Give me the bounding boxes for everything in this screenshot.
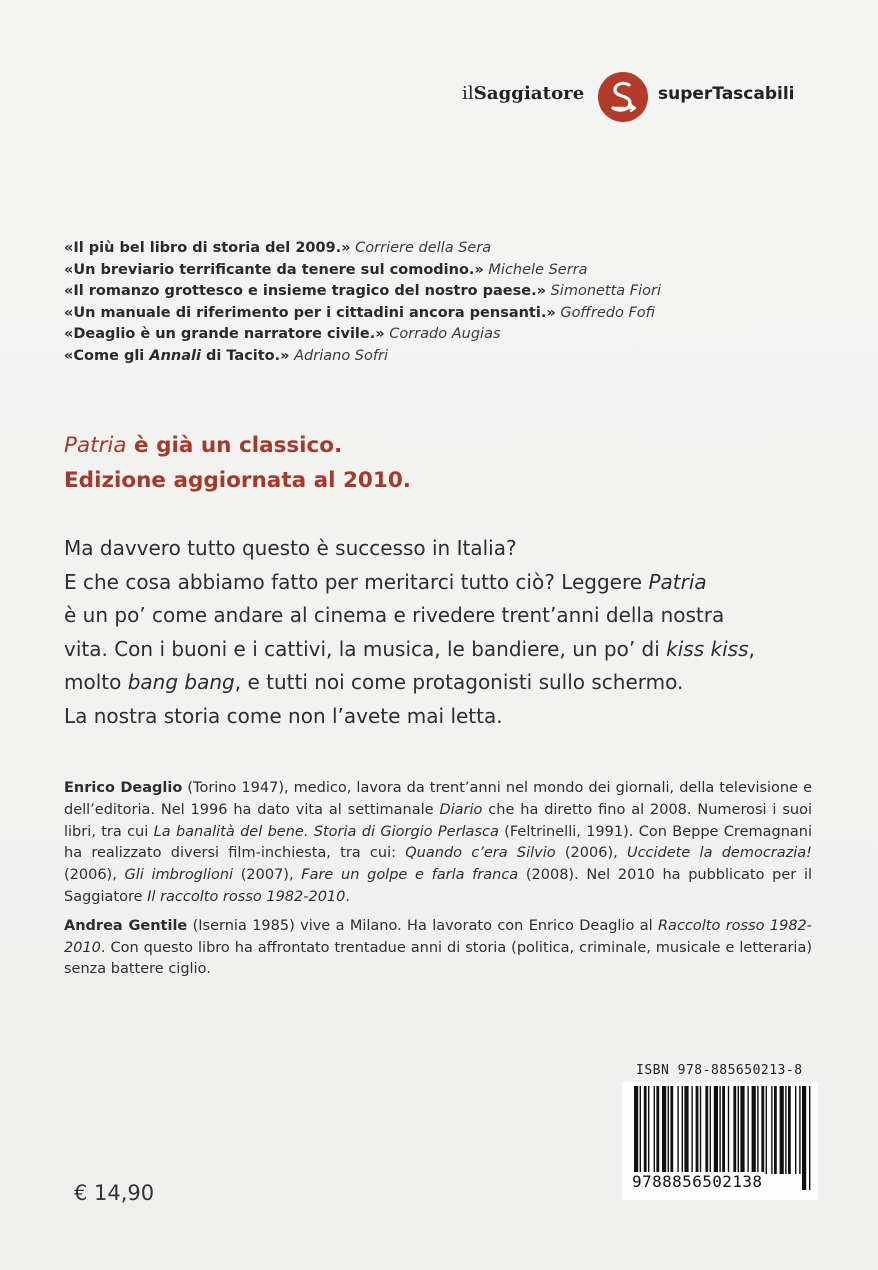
barcode-bar — [662, 1086, 666, 1174]
quote-item: «Come gli Annali di Tacito.» Adriano Sofri — [64, 347, 388, 364]
blurb-line: E che cosa abbiamo fatto per meritarci tutto ciò? Leggere Patria — [64, 569, 707, 594]
barcode-bar — [799, 1086, 800, 1174]
quote-item: «Un manuale di riferimento per i cittadini ancora pensanti.» Goffredo Fofi — [64, 304, 656, 321]
barcode-bar — [780, 1086, 784, 1174]
barcode-bar — [700, 1086, 701, 1174]
saggiatore-s-logo-icon — [598, 72, 648, 122]
author-bios — [64, 778, 812, 988]
barcode-digits: 9788856502138 — [632, 1172, 763, 1191]
bio-deaglio: Enrico Deaglio (Torino 1947), medico, lavora da trent’anni nel mondo dei giornali, della televisione e dell’editoria. Nel 1996 ha dato vita al settimanale Diario che ha diretto fino al 2008. Numerosi i suoi libri, tra cui La banalità del bene. Storia di Giorgio Perlasca (Feltrinelli, 1991). Con Beppe Cremagnani ha realizzato diversi film-inchiesta, tra cui: Quando c’era Silvio (2006), Uccidete la democrazia! (2006), Gli imbroglioni (2007), Fare un golpe e farla franca (2008). Nel 2010 ha pubblicato per il Saggiatore Il raccolto rosso 1982-2010. — [64, 780, 813, 905]
blurb-line: vita. Con i buoni e i cattivi, la musica, le bandiere, un po’ di kiss kiss, — [64, 636, 755, 661]
publisher-name: ilSaggiatore — [462, 83, 585, 104]
quote-item: «Il più bel libro di storia del 2009.» Corriere della Sera — [64, 240, 492, 256]
blurb-line: molto bang bang, e tutti noi come protagonisti sullo schermo. — [64, 670, 684, 694]
barcode-bar — [684, 1086, 688, 1174]
barcode-bar — [714, 1086, 718, 1174]
isbn-barcode — [622, 1082, 818, 1200]
barcode-bar — [733, 1086, 736, 1174]
bio-gentile: Andrea Gentile (Isernia 1985) vive a Milano. Ha lavorato con Enrico Deaglio al Raccolto rosso 1982-2010. Con questo libro ha affrontato trentadue anni di storia (politica, criminale, musicale e letteraria) senza battere ciglio. — [64, 917, 813, 978]
blurb-line: Ma davvero tutto questo è successo in Italia? — [64, 536, 517, 560]
series-name: superTascabili — [658, 84, 795, 104]
barcode-bar — [795, 1086, 796, 1174]
barcode-bar — [738, 1086, 739, 1174]
headline — [64, 428, 411, 498]
blurb-line: La nostra storia come non l’avete mai letta. — [64, 703, 503, 728]
barcode-bar — [774, 1086, 777, 1174]
press-quotes — [64, 238, 764, 367]
barcode-bar — [766, 1086, 767, 1174]
barcode-bar — [670, 1086, 673, 1174]
headline-line-1: Patria è già un classico. — [64, 433, 343, 458]
barcode-bar — [788, 1086, 791, 1174]
barcode-bar — [728, 1086, 729, 1174]
barcode-bar — [771, 1086, 772, 1174]
headline-line-2: Edizione aggiornata al 2010. — [64, 468, 411, 493]
publisher-header — [462, 72, 822, 124]
price: € 14,90 — [74, 1181, 155, 1205]
quote-item: «Il romanzo grottesco e insieme tragico del nostro paese.» Simonetta Fiori — [64, 283, 662, 299]
quote-item: «Deaglio è un grande narratore civile.» Corrado Augias — [64, 326, 501, 342]
isbn-label: ISBN 978-885650213-8 — [636, 1063, 803, 1078]
barcode-bar — [656, 1086, 659, 1174]
barcode-bar — [740, 1086, 744, 1174]
blurb-line: è un po’ come andare al cinema e rivedere trent’anni della nostra — [64, 603, 725, 627]
barcode-bar — [682, 1086, 683, 1174]
quote-item: «Un breviario terrificante da tenere sul comodino.» Michele Serra — [64, 261, 588, 278]
barcode-bar — [802, 1086, 806, 1190]
barcode-bar — [752, 1086, 756, 1174]
barcode-bar — [809, 1086, 810, 1190]
barcode-bar — [710, 1086, 711, 1174]
barcode-bar — [785, 1086, 786, 1174]
barcode-bar — [705, 1086, 708, 1174]
blurb — [64, 532, 804, 733]
barcode-bar — [648, 1086, 649, 1174]
barcode-bar — [644, 1086, 647, 1174]
barcode-bar — [654, 1086, 655, 1174]
barcode-bar — [747, 1086, 748, 1174]
barcode-bar — [761, 1086, 764, 1174]
barcode-bar — [719, 1086, 720, 1174]
barcode-bar — [757, 1086, 758, 1174]
barcode-bar — [722, 1086, 725, 1174]
barcode-bar — [677, 1086, 678, 1174]
barcode-bar — [668, 1086, 669, 1174]
